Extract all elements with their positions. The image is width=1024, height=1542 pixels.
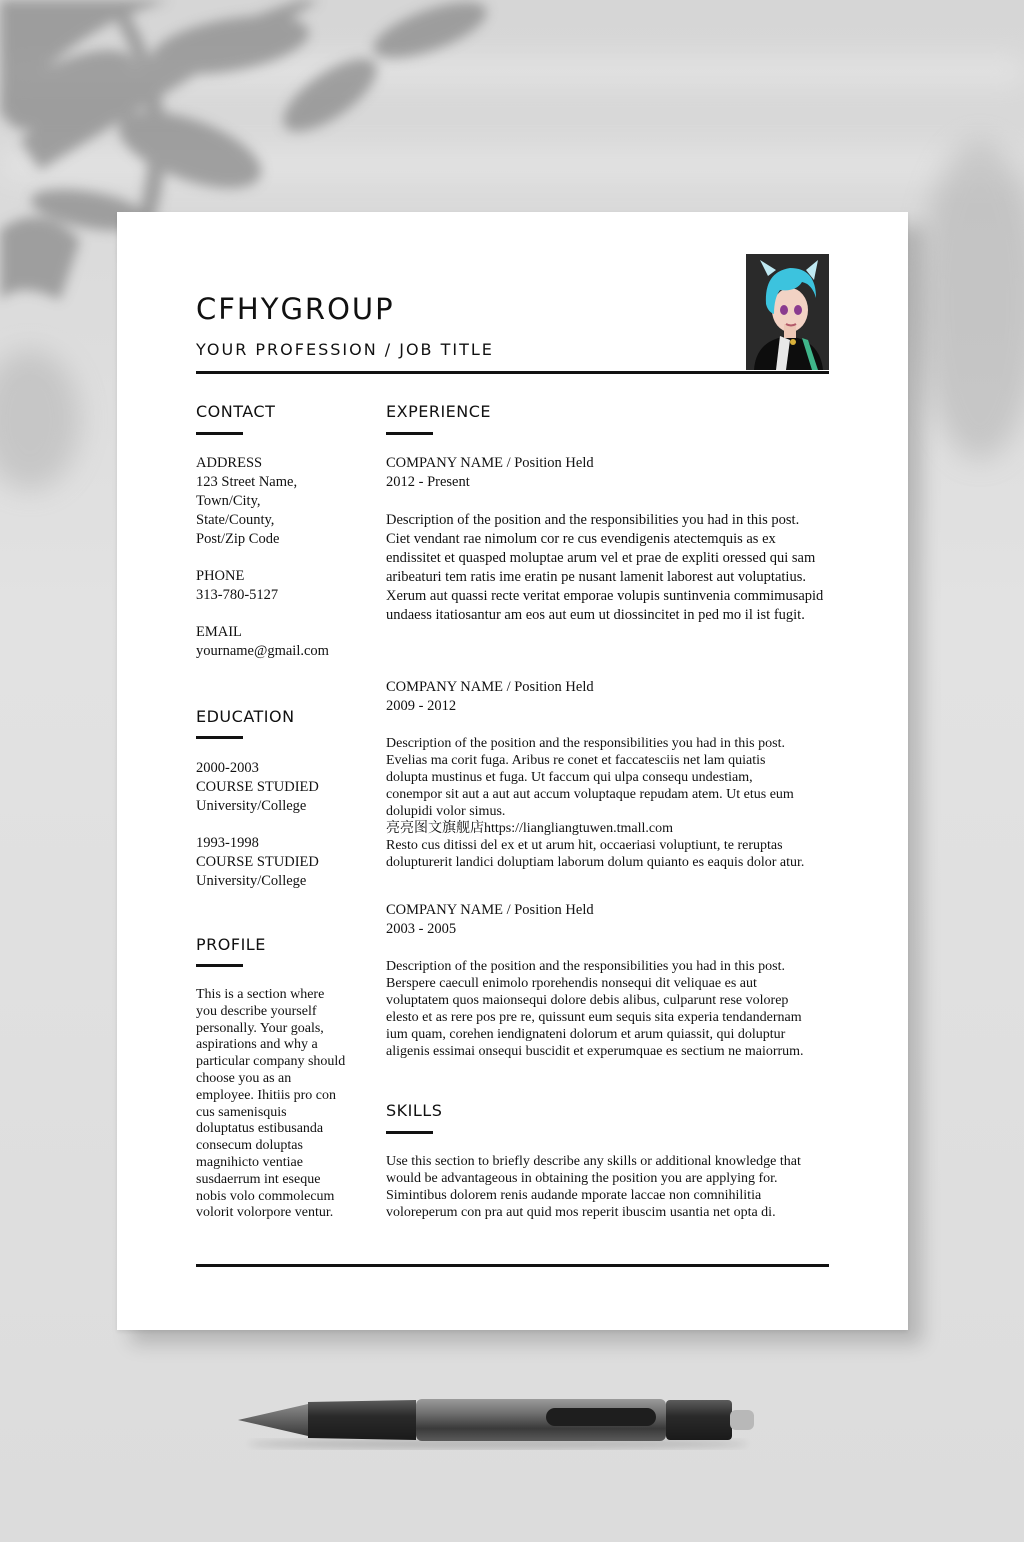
job-header [386, 454, 594, 492]
job-description-line: conempor sit aut a aut aut accum voluptaque repudam atem. Ut etus eum [386, 787, 794, 802]
skills-heading: SKILLS [386, 1101, 443, 1120]
education-heading-underline [196, 736, 243, 739]
education-school: University/College [196, 873, 307, 889]
address-line: Town/City, [196, 493, 261, 509]
education-course: COURSE STUDIED [196, 779, 319, 795]
job-title: COMPANY NAME / Position Held [386, 455, 594, 471]
job-description-line: aligenis essimai onsequi buscidit et experumquae es sectium ne maiorrum. [386, 1044, 804, 1059]
experience-heading-underline [386, 432, 433, 435]
job-description-line: dolupidi volor simus. [386, 804, 506, 819]
skills-line: voloreperum con pra aut quid mos reperit ibuscim usantia net opta di. [386, 1205, 776, 1220]
job-description-line: elesto et as rere pos pre re, quissunt eum sequis sita experia tendandernam [386, 1010, 802, 1025]
profile-line: particular company should [196, 1054, 346, 1070]
job-description-line: Ciet vendant rae nimolum cor re cus evendigenis atectemquis as ex [386, 531, 776, 547]
job-description-line: dolupta mustinus et fuga. Ut faccum qui ulpa consequ undestiam, [386, 770, 753, 785]
address-line: Post/Zip Code [196, 531, 280, 547]
job-description-line: Description of the position and the responsibilities you had in this post. [386, 512, 800, 528]
job-description-line: Evelias ma corit fuga. Aribus re conet et faccatesciis net lam quiatis [386, 753, 766, 768]
job-description [386, 958, 831, 1060]
job-dates: 2012 - Present [386, 474, 470, 490]
address-line: 123 Street Name, [196, 474, 298, 490]
skills-text [386, 1153, 831, 1221]
contact-heading: CONTACT [196, 402, 276, 421]
resume-page [117, 212, 908, 1330]
job-description-line: Berspere caecull enimolo rporehendis nonsequi dit veliquae es aut [386, 976, 757, 991]
profile-line: magnihicto ventiae [196, 1154, 303, 1170]
job-description-line: 亮亮图文旗舰店https://liangliangtuwen.tmall.com [386, 821, 673, 836]
job-header [386, 678, 594, 716]
job-description-line: aribeaturi tem ratis ime eratin pe nusant lamenit laborest aut voluptatius. [386, 569, 806, 585]
contact-address [196, 454, 297, 549]
skills-heading-underline [386, 1131, 433, 1134]
profile-text [196, 987, 364, 1222]
contact-email [196, 623, 329, 661]
profile-line: volorit volorpore ventur. [196, 1205, 334, 1221]
skills-line: would be advantageous in obtaining the position you are applying for. [386, 1171, 778, 1186]
contact-phone [196, 567, 278, 605]
profile-line: employee. Ihitiis pro con [196, 1087, 336, 1103]
email-label: EMAIL [196, 624, 242, 640]
job-description-line: dolupturerit landici doluptiam laborum dolum quianto es eaquis dolor atur. [386, 855, 805, 870]
profile-line: This is a section where [196, 987, 325, 1002]
footer-divider [196, 1264, 829, 1267]
profile-line: aspirations and why a [196, 1037, 318, 1053]
job-dates: 2009 - 2012 [386, 698, 457, 714]
profile-line: nobis volo commolecum [196, 1188, 335, 1204]
phone-value: 313-780-5127 [196, 587, 279, 603]
job-description-line: ium quam, corehen iendignateni dolorum et arum quiassit, qui doluptur [386, 1027, 786, 1042]
profile-heading-underline [196, 964, 243, 967]
job-description-line: voluptatem quos maionsequi dolore debis alibus, culparunt rese volorep [386, 993, 789, 1008]
resume-name: CFHYGROUP [196, 292, 395, 326]
avatar-photo [746, 254, 829, 370]
resume-job-title: YOUR PROFESSION / JOB TITLE [196, 340, 494, 359]
skills-line: Simintibus dolorem renis audande mporate laccae non comnihilitia [386, 1188, 762, 1203]
job-description-line: Description of the position and the responsibilities you had in this post. [386, 736, 785, 751]
profile-line: personally. Your goals, [196, 1020, 324, 1036]
job-title: COMPANY NAME / Position Held [386, 902, 594, 918]
education-school: University/College [196, 798, 307, 814]
job-description-line: endissitet et quasped moluptae arum vel et prae de expliti oressed qui sam [386, 550, 816, 566]
education-heading: EDUCATION [196, 707, 295, 726]
header-divider [196, 371, 829, 374]
profile-line: you describe yourself [196, 1003, 317, 1019]
profile-line: consecum doluptas [196, 1138, 303, 1154]
profile-line: doluptatus estibusanda [196, 1121, 324, 1137]
profile-line: cus samenisquis [196, 1104, 287, 1120]
contact-heading-underline [196, 432, 243, 435]
profile-line: choose you as an [196, 1070, 292, 1086]
job-description-line: Resto cus ditissi del ex et ut arum hit, occaeriasi voluptiunt, te reruptas [386, 838, 783, 853]
education-years: 1993-1998 [196, 835, 259, 851]
address-label: ADDRESS [196, 455, 263, 471]
job-title: COMPANY NAME / Position Held [386, 679, 594, 695]
job-description-line: Description of the position and the responsibilities you had in this post. [386, 959, 785, 974]
address-line: State/County, [196, 512, 275, 528]
job-dates: 2003 - 2005 [386, 921, 457, 937]
education-course: COURSE STUDIED [196, 854, 319, 870]
education-years: 2000-2003 [196, 760, 259, 776]
phone-label: PHONE [196, 568, 245, 584]
profile-heading: PROFILE [196, 935, 266, 954]
email-value: yourname@gmail.com [196, 643, 329, 659]
profile-line: susdaerrum int eseque [196, 1171, 321, 1187]
experience-heading: EXPERIENCE [386, 402, 492, 421]
job-description [386, 511, 831, 625]
job-description [386, 735, 831, 871]
job-header [386, 901, 594, 939]
education-entry [196, 834, 319, 891]
job-description-line: undaess itatiosantur am eos aut eum ut diossincitet in ped mo il ist fugit. [386, 607, 805, 623]
pen-icon [236, 1394, 760, 1452]
skills-line: Use this section to briefly describe any skills or additional knowledge that [386, 1154, 801, 1169]
job-description-line: Xerum aut quassi recte veritat emporae volupis suntinvenia commimusapid [386, 588, 824, 604]
education-entry [196, 759, 319, 816]
